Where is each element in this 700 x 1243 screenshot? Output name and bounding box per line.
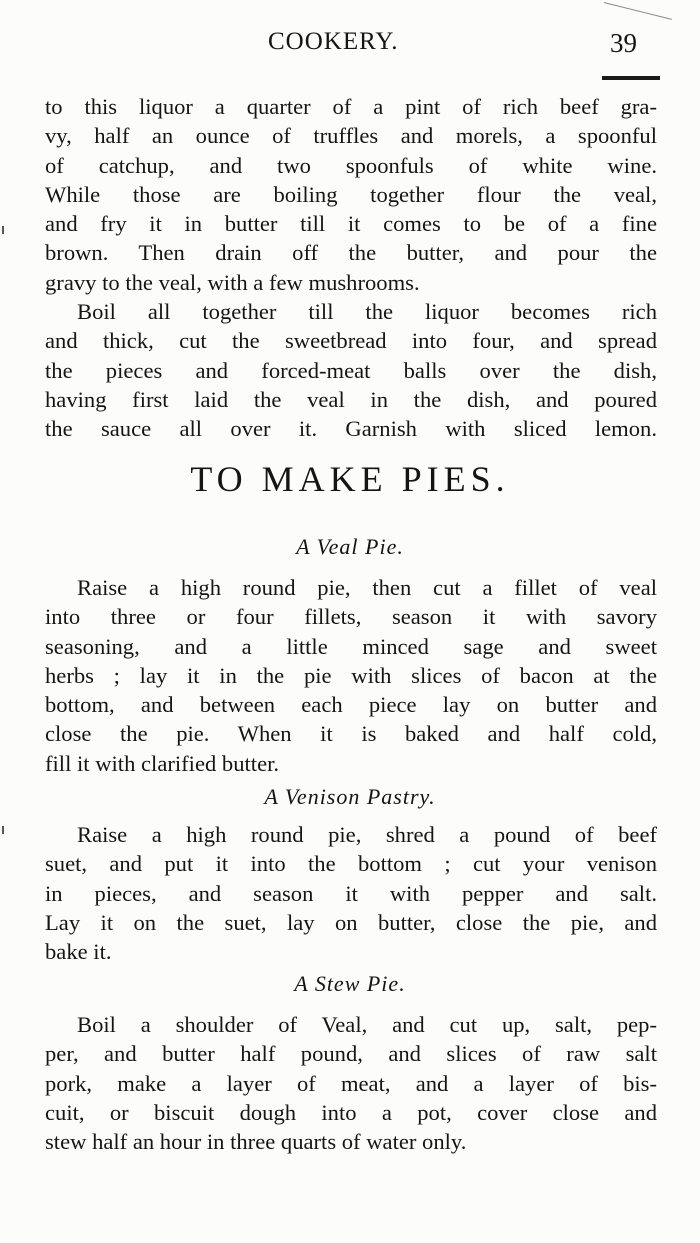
text-line: suet, and put it into the bottom ; cut your venison [45, 851, 657, 877]
text-line: vy, half an ounce of truffles and morels, a spoonful [45, 123, 657, 149]
text-line: cuit, or biscuit dough into a pot, cover close and [45, 1099, 657, 1125]
text-line: pork, make a layer of meat, and a layer of bis- [45, 1070, 657, 1096]
recipe-body-venison-pastry [45, 820, 657, 966]
text-line: fill it with clarified butter. [45, 750, 280, 776]
text-line: into three or four fillets, season it with savory [45, 604, 657, 630]
text-line: While those are boiling together flour the veal, [45, 181, 657, 207]
text-line: in pieces, and season it with pepper and salt. [45, 880, 657, 906]
text-line: having first laid the veal in the dish, and poured [45, 386, 657, 412]
text-line: seasoning, and a little minced sage and sweet [45, 633, 657, 659]
text-line: stew half an hour in three quarts of water only. [45, 1129, 467, 1155]
intro-paragraph-2 [45, 297, 657, 443]
text-line: the pieces and forced-meat balls over the dish, [45, 357, 657, 383]
text-line: Raise a high round pie, shred a pound of beef [77, 822, 657, 847]
recipe-title-venison-pastry: A Venison Pastry. [264, 784, 436, 809]
text-line: bottom, and between each piece lay on butter and [45, 692, 657, 718]
section-heading: TO MAKE PIES. [190, 459, 510, 499]
text-line: gravy to the veal, with a few mushrooms. [45, 269, 420, 295]
margin-mark [2, 826, 4, 834]
page-number: 39 [610, 28, 637, 58]
header-rule [602, 76, 660, 80]
recipe-title-veal-pie: A Veal Pie. [296, 534, 404, 559]
text-line: to this liquor a quarter of a pint of rich beef gra- [45, 94, 657, 119]
recipe-body-stew-pie [45, 1010, 657, 1156]
text-line: herbs ; lay it in the pie with slices of bacon at the [45, 662, 657, 688]
recipe-title-stew-pie: A Stew Pie. [294, 971, 406, 996]
page-edge-mark [604, 2, 672, 20]
text-line: and fry it in butter till it comes to be of a fine [45, 211, 657, 237]
text-line: the sauce all over it. Garnish with sliced lemon. [45, 416, 657, 442]
running-head [0, 28, 700, 62]
text-line: per, and butter half pound, and slices of raw salt [45, 1041, 657, 1067]
text-line: and thick, cut the sweetbread into four, and spread [45, 328, 657, 354]
text-line: of catchup, and two spoonfuls of white wine. [45, 152, 657, 178]
recipe-body-veal-pie [45, 573, 657, 778]
text-line: brown. Then drain off the butter, and pour the [45, 240, 657, 266]
text-line: bake it. [45, 939, 112, 965]
text-line: Raise a high round pie, then cut a fillet of veal [77, 575, 657, 600]
text-line: Lay it on the suet, lay on butter, close the pie, and [45, 909, 657, 935]
text-line: close the pie. When it is baked and half cold, [45, 721, 657, 747]
margin-mark [2, 226, 4, 234]
running-head-title: COOKERY. [268, 28, 399, 55]
text-line: Boil a shoulder of Veal, and cut up, salt, pep- [77, 1012, 657, 1037]
intro-paragraph-1 [45, 92, 657, 297]
text-line: Boil all together till the liquor becomes rich [77, 299, 657, 324]
